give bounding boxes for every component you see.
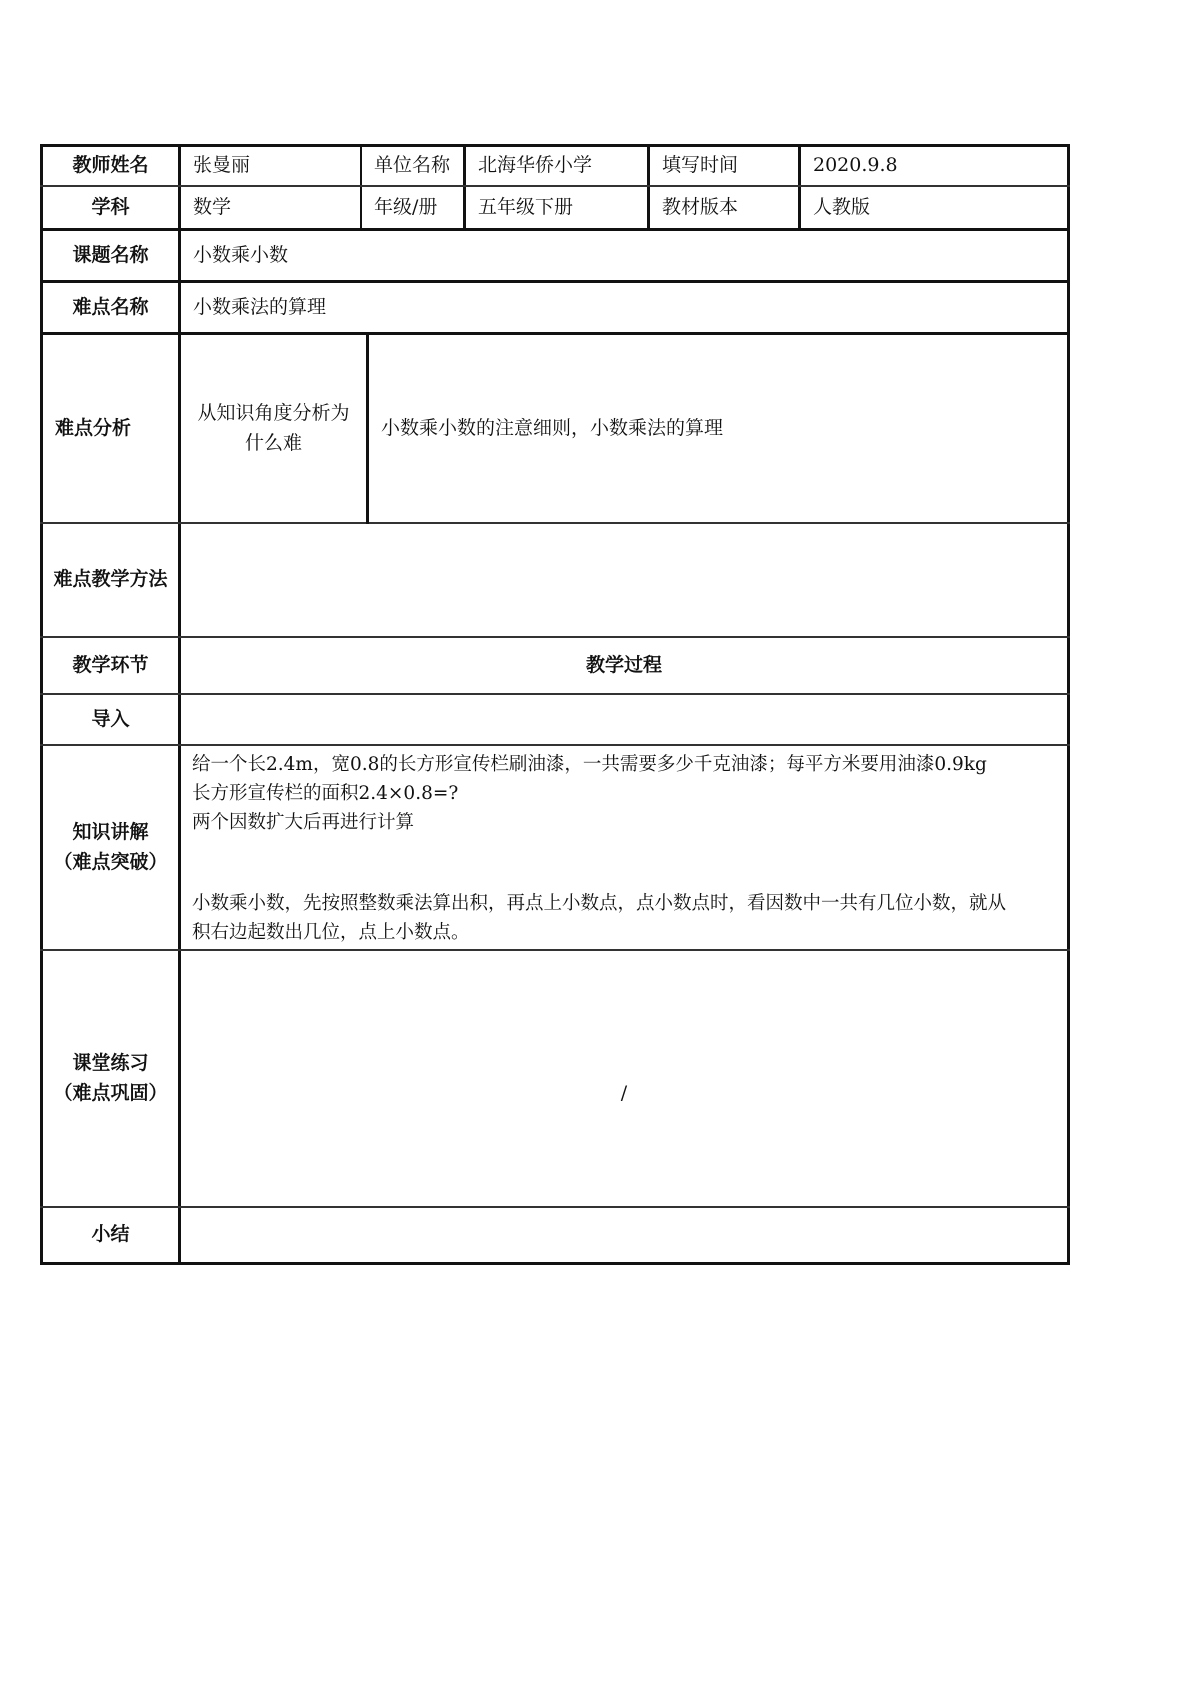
teaching-stage-label: 教学环节 <box>72 653 149 676</box>
teacher-name-label: 教师姓名 <box>72 154 149 177</box>
topic-label: 课题名称 <box>72 243 149 266</box>
summary-label: 小结 <box>91 1223 130 1246</box>
explanation-line-4: 小数乘小数，先按照整数乘法算出积，再点上小数点，点小数点时，看因数中一共有几位小数，就从 <box>192 893 1007 914</box>
lesson-plan-table <box>40 144 1070 1265</box>
grade-value: 五年级下册 <box>478 195 574 218</box>
method-label: 难点教学方法 <box>53 568 168 591</box>
explanation-line-1: 给一个长2.4m，宽0.8的长方形宣传栏刷油漆，一共需要多少千克油漆；每平方米要用油漆0.9kg <box>192 754 987 775</box>
practice-label-line-2: （难点巩固） <box>53 1081 168 1104</box>
practice-content: / <box>620 1081 628 1104</box>
summary-content <box>181 1208 1067 1262</box>
practice-label-line-1: 课堂练习 <box>72 1052 149 1075</box>
subject-label: 学科 <box>91 195 130 218</box>
table-border-right <box>1067 144 1070 1265</box>
topic-value: 小数乘小数 <box>193 243 289 266</box>
analysis-answer: 小数乘小数的注意细则，小数乘法的算理 <box>381 416 724 439</box>
subject-value: 数学 <box>193 195 232 218</box>
analysis-question <box>181 335 366 522</box>
method-content <box>181 524 1067 636</box>
explanation-line-5: 积右边起数出几位，点上小数点。 <box>192 922 470 943</box>
grade-label: 年级/册 <box>374 195 438 218</box>
explanation-label-line-1: 知识讲解 <box>72 821 149 844</box>
teaching-process-label: 教学过程 <box>585 653 662 676</box>
explanation-label <box>43 746 178 949</box>
fill-time-value: 2020.9.8 <box>813 154 898 177</box>
analysis-label: 难点分析 <box>55 416 132 439</box>
explanation-content <box>192 750 1062 946</box>
analysis-question-line-2: 什么难 <box>244 431 302 454</box>
intro-label: 导入 <box>91 707 130 730</box>
explanation-spacer <box>192 837 1062 889</box>
textbook-label: 教材版本 <box>662 195 739 218</box>
fill-time-label: 填写时间 <box>662 154 739 177</box>
unit-name-label: 单位名称 <box>374 154 451 177</box>
textbook-value: 人教版 <box>813 195 871 218</box>
practice-label <box>43 951 178 1206</box>
teacher-name-value: 张曼丽 <box>193 154 251 177</box>
explanation-line-2: 长方形宣传栏的面积2.4×0.8=? <box>192 783 459 804</box>
table-border-bottom <box>40 1262 1070 1265</box>
analysis-question-line-1: 从知识角度分析为 <box>197 402 350 425</box>
intro-content <box>181 695 1067 744</box>
explanation-line-3: 两个因数扩大后再进行计算 <box>192 812 415 833</box>
explanation-label-line-2: （难点突破） <box>53 850 168 873</box>
difficulty-label: 难点名称 <box>72 295 149 318</box>
row-line-8 <box>40 744 1070 746</box>
difficulty-value: 小数乘法的算理 <box>193 295 327 318</box>
unit-name-value: 北海华侨小学 <box>478 154 593 177</box>
